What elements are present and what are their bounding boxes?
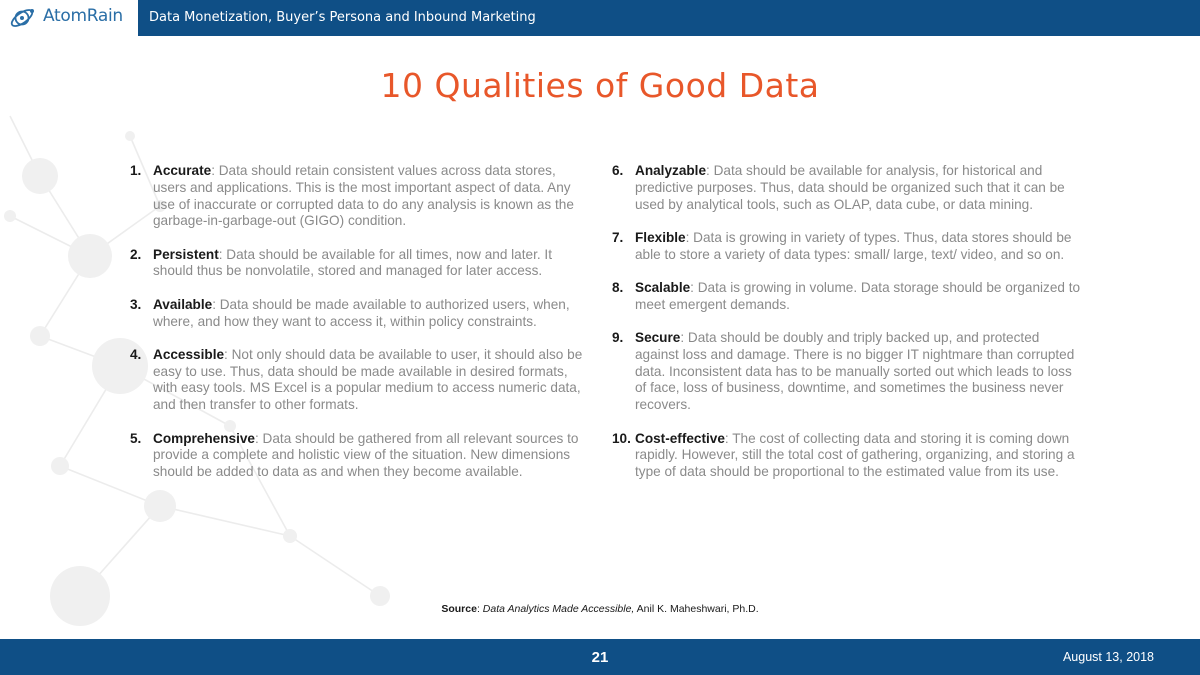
item-number: 4. [130,346,142,362]
item-number: 5. [130,430,142,446]
item-term: Scalable [635,279,691,295]
item-description: : Data should be doubly and triply backed up, and protected against loss and damage. There is no bigger IT nightmare than corrupted data. Inconsistent data has to be manually sorted out which leads to loss of face, loss of business, downtime, and sometimes the business never recovers. [635,330,1075,413]
item-term: Comprehensive [153,430,255,446]
source-label: Source [441,603,477,615]
list-item [612,280,1082,314]
list-item [130,347,592,414]
logo[interactable] [0,0,138,36]
item-number: 8. [612,279,624,295]
item-term: Analyzable [635,163,707,178]
page-number: 21 [591,649,609,666]
source-author: Anil K. Maheshwari, Ph.D. [634,603,759,615]
list-item [612,230,1082,264]
source-colon: : [476,603,483,615]
item-number: 6. [612,163,624,178]
item-description: : The cost of collecting data and storing it is coming down rapidly. However, still the total cost of gathering, organizing, and storing a type of data should be proportional to the estimated value from its use. [635,430,1075,480]
item-term: Accurate [153,163,212,178]
item-description: : Data is growing in volume. Data storage should be organized to meet emergent demands. [635,279,1081,312]
header-bar [0,0,1200,36]
list-item [612,163,1082,213]
item-term: Available [153,296,213,312]
presentation-title: Data Monetization, Buyer’s Persona and Inbound Marketing [149,10,536,25]
source-book-title: Data Analytics Made Accessible, [482,603,635,615]
footer-bar [0,639,1200,675]
qualities-list-right [612,163,1082,497]
item-number: 1. [130,163,142,178]
list-item [130,297,592,331]
list-item [612,330,1082,414]
atom-logo-icon [7,4,37,32]
page-title: 10 Qualities of Good Data [380,66,820,105]
item-description: : Data is growing in variety of types. Thus, data stores should be able to store a variety of data types: small/ large, text/ video, and so on. [635,229,1072,262]
item-description: : Data should retain consistent values across data stores, users and applications. This is the most important aspect of data. Any use of inaccurate or corrupted data to do any analysis is known as the garbage-in-garbage-out (GIGO) condition. [153,163,574,229]
footer-date: August 13, 2018 [1062,650,1154,664]
source-citation [0,603,1200,615]
item-term: Cost-effective [635,430,725,446]
item-number: 2. [130,246,142,262]
item-description: : Data should be available for all times, now and later. It should thus be nonvolatile, stored and managed for later access. [153,246,552,279]
item-number: 7. [612,229,624,245]
item-term: Persistent [153,246,219,262]
qualities-list-left [130,163,592,497]
list-item [130,163,592,230]
item-term: Flexible [635,229,686,245]
item-description: : Not only should data be available to user, it should also be easy to use. Thus, data should be made available in desired formats, with easy tools. MS Excel is a popular medium to access numeric data, and then transfer to other formats. [153,346,583,413]
item-description: : Data should be available for analysis, for historical and predictive purposes. Thus, data should be organized such that it can be used by analytical tools, such as OLAP, data cube, or data mining. [635,163,1065,212]
item-term: Secure [635,330,681,346]
list-item [612,431,1082,481]
item-description: : Data should be made available to authorized users, when, where, and how they want to access it, within policy constraints. [153,296,570,329]
logo-text: AtomRain [43,6,123,26]
list-item [130,431,592,481]
item-number: 10. [612,430,631,446]
list-item [130,247,592,281]
item-number: 9. [612,330,624,346]
item-term: Accessible [153,346,225,362]
item-description: : Data should be gathered from all relevant sources to provide a complete and holistic view of the situation. New dimensions should be added to data as and when they become available. [153,430,579,480]
item-number: 3. [130,296,142,312]
